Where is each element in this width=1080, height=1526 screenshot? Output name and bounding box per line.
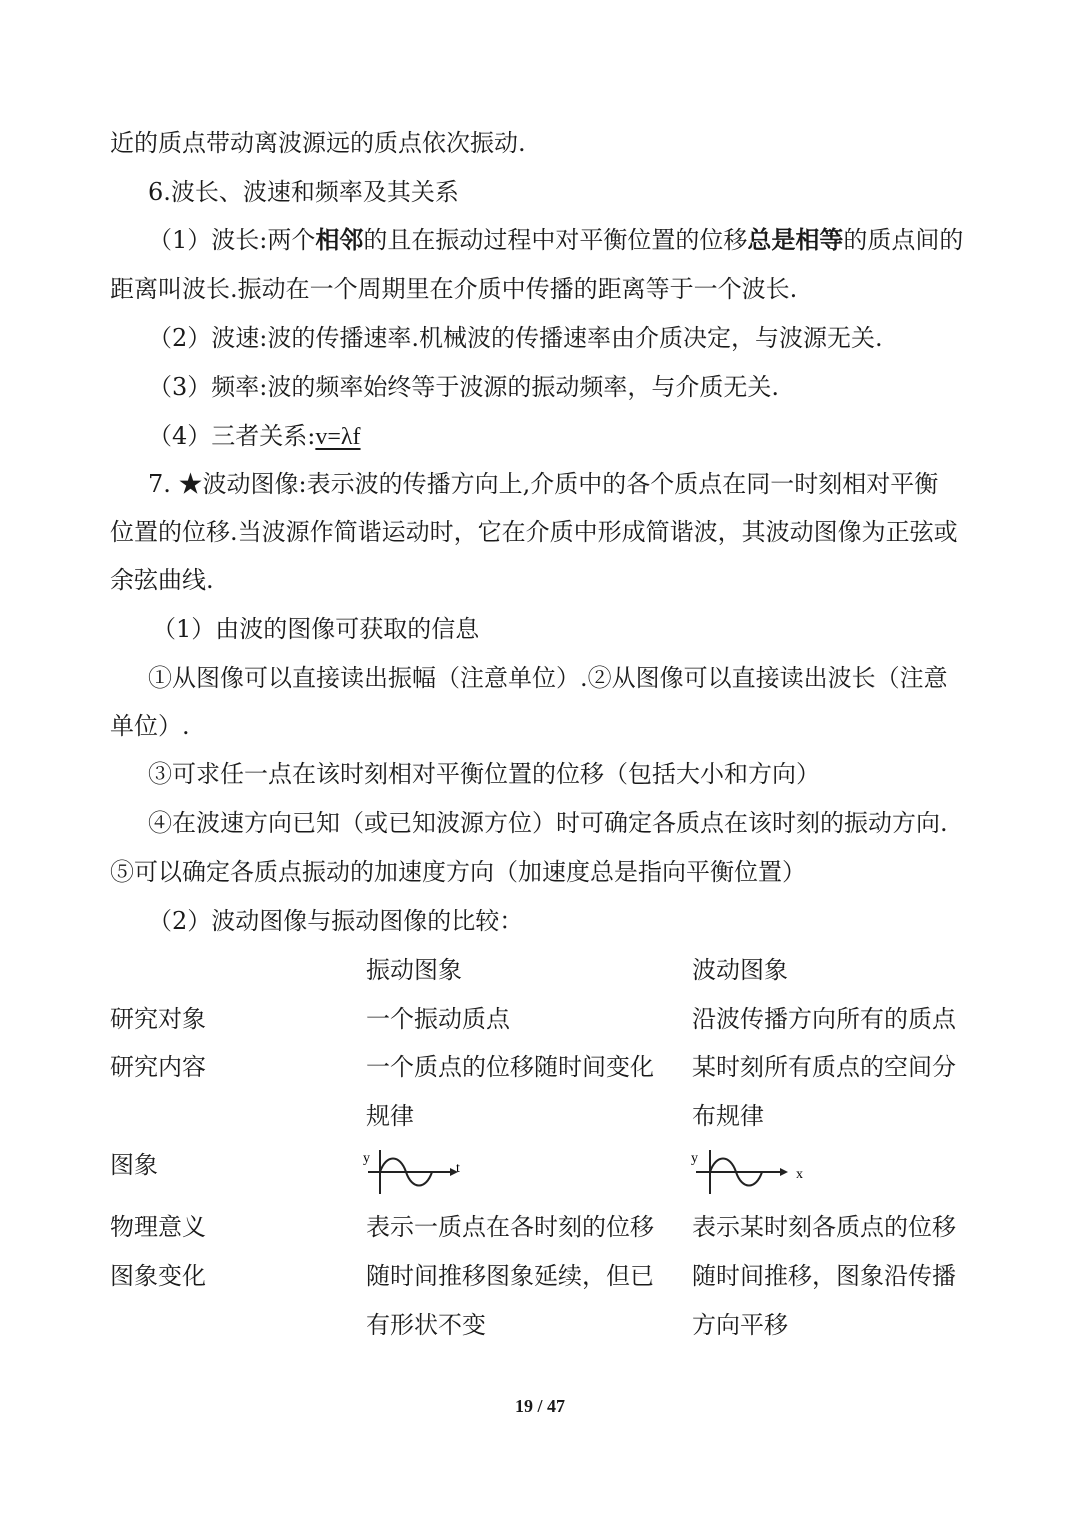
table-cell: 有形状不变 [366, 1311, 486, 1339]
table-cell: 随时间推移图象延续，但已 [366, 1262, 654, 1290]
table-header-vibration: 振动图象 [366, 956, 462, 984]
row-label: 图象 [110, 1151, 158, 1179]
row-label: 研究内容 [110, 1053, 206, 1081]
text-line: （2）波速:波的传播速率.机械波的传播速率由介质决定，与波源无关. [148, 324, 883, 352]
y-axis-label: y [691, 1151, 698, 1166]
table-header-wave: 波动图象 [692, 956, 788, 984]
table-cell: 沿波传播方向所有的质点 [692, 1005, 956, 1033]
table-cell: 表示某时刻各质点的位移 [692, 1213, 956, 1241]
row-label: 图象变化 [110, 1262, 206, 1290]
text-line: ④在波速方向已知（或已知波源方位）时可确定各质点在该时刻的振动方向. [148, 809, 948, 837]
text-line: 近的质点带动离波源远的质点依次振动. [110, 129, 526, 157]
table-cell: 一个振动质点 [366, 1005, 510, 1033]
emphasis-text: 相邻 [315, 225, 364, 254]
section-heading: 7. ★波动图像:表示波的传播方向上,介质中的各个质点在同一时刻相对平衡 [148, 470, 939, 498]
text-line: ⑤可以确定各质点振动的加速度方向（加速度总是指向平衡位置） [110, 858, 806, 886]
table-cell: 布规律 [692, 1102, 764, 1130]
text-line: 余弦曲线. [110, 566, 214, 594]
section-heading: 6.波长、波速和频率及其关系 [148, 178, 459, 206]
axis-arrow-icon [780, 1168, 788, 1176]
table-cell: 规律 [366, 1102, 414, 1130]
formula: v=λf [315, 424, 361, 450]
page-number: 19 / 47 [514, 1396, 565, 1416]
table-cell: 表示一质点在各时刻的位移 [366, 1213, 654, 1241]
y-axis-label: y [363, 1151, 370, 1166]
text-line: 单位）. [110, 712, 190, 740]
table-cell: 方向平移 [692, 1311, 788, 1339]
text-line: 距离叫波长.振动在一个周期里在介质中传播的距离等于一个波长. [110, 275, 798, 303]
wave-graph [688, 1146, 818, 1196]
text-line: ③可求任一点在该时刻相对平衡位置的位移（包括大小和方向） [148, 760, 820, 788]
table-cell: 某时刻所有质点的空间分 [692, 1053, 956, 1081]
table-cell: 一个质点的位移随时间变化 [366, 1053, 654, 1081]
text-line: （2）波动图像与振动图像的比较： [148, 907, 524, 935]
text-line: （4）三者关系:v=λf [148, 422, 361, 450]
text-line: （1）由波的图像可获取的信息 [152, 615, 480, 643]
table-cell: 随时间推移，图象沿传播 [692, 1262, 956, 1290]
text-line: 位置的位移.当波源作简谐运动时，它在介质中形成简谐波，其波动图像为正弦或 [110, 518, 958, 546]
x-axis-label: x [796, 1167, 803, 1182]
row-label: 物理意义 [110, 1213, 206, 1241]
text-line: （1）波长:两个相邻的且在振动过程中对平衡位置的位移总是相等的质点间的 [148, 225, 964, 254]
vibration-graph [360, 1146, 480, 1196]
emphasis-text: 总是相等 [747, 225, 844, 254]
text-line: （3）频率:波的频率始终等于波源的振动频率，与介质无关. [148, 373, 779, 401]
t-axis-label: t [456, 1161, 460, 1176]
row-label: 研究对象 [110, 1005, 206, 1033]
text-line: ①从图像可以直接读出振幅（注意单位）.②从图像可以直接读出波长（注意 [148, 664, 948, 692]
